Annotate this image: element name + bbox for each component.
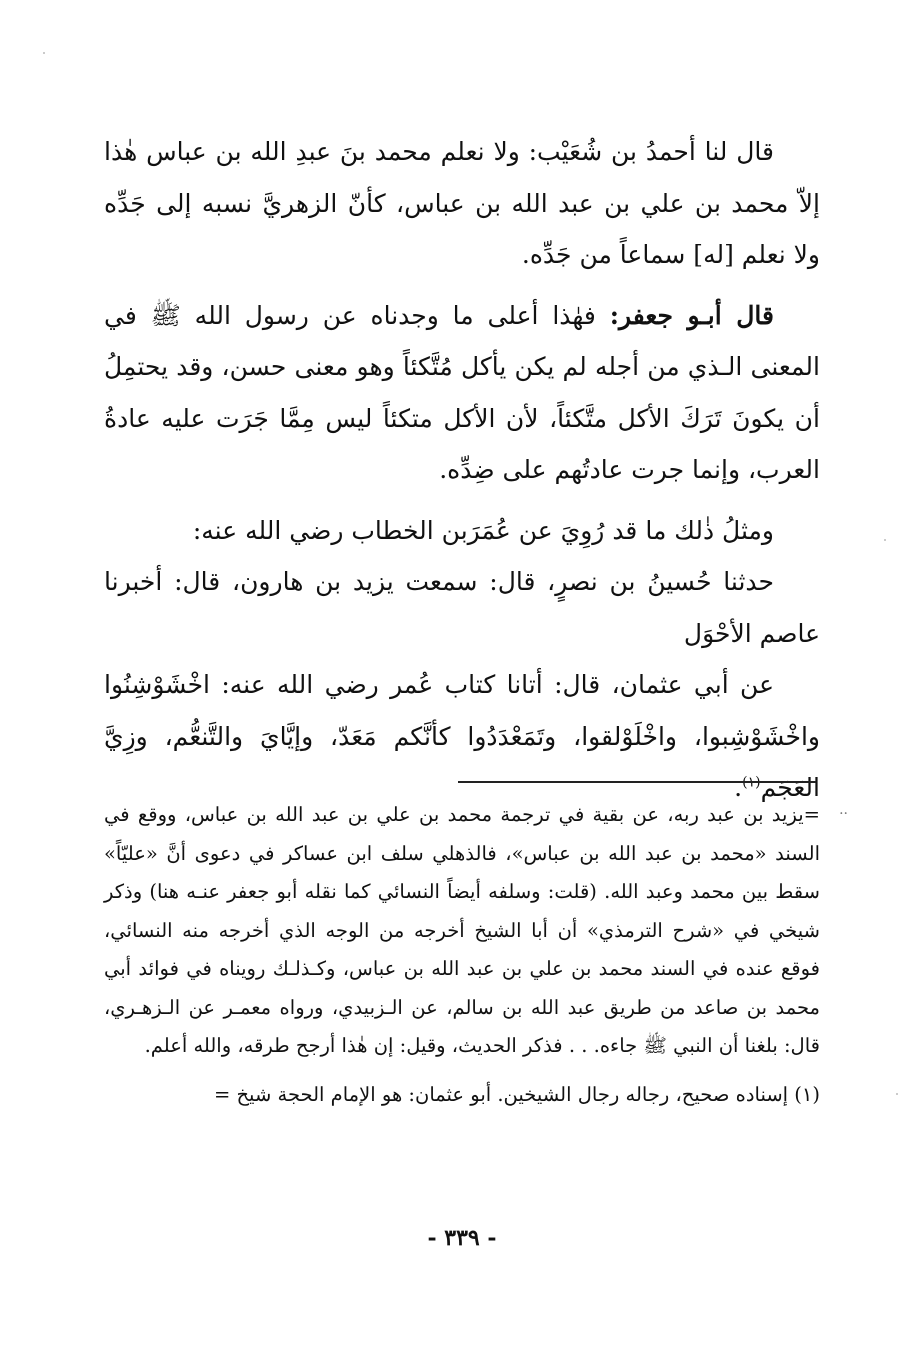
paragraph-5-end: . <box>734 773 743 802</box>
main-text <box>104 126 820 814</box>
footnote-1 <box>104 1076 820 1115</box>
footnote-continuation <box>104 796 820 1066</box>
page-number: - ٣٣٩ - <box>427 1225 497 1251</box>
footnote-continuation-text: يزيد بن عبد ربه، عن بقية في ترجمة محمد بن علي بن عبد الله بن عباس، ووقع في السند «محمد بن عبد الله بن عباس»، فالذهلي سلف ابن عساكر في دعوى أنَّ «عليّاً» سقط بين محمد وعبد الله. (قلت: وسلفه أيضاً النسائي كما نقله أبو جعفر عنـه هنا) وذكر شيخي في «شرح الترمذي» أن أبا الشيخ أخرجه من الوجه الذي أخرجه منه النسائي، فوقع عنده في السند محمد بن علي بن عبد الله بن عباس، وكـذلـك رويناه في فوائد أبي محمد بن صاعد من طريق عبد الله بن سالم، عن الـزبيدي، ورواه معمـر عن الـزهـري، قال: بلغنا أن النبي ﷺ جاءه. . . فذكر الحديث، وقيل: إن هٰذا أرجح طرقه، والله أعلم. <box>104 803 820 1057</box>
speaker-heading: قال أبـو جعفر: <box>609 300 774 330</box>
footnotes <box>104 796 820 1114</box>
footnote-1-number: (١) <box>794 1082 820 1106</box>
paragraph-2 <box>104 290 820 496</box>
paragraph-5-body: عن أبي عثمان، قال: أتانا كتاب عُمر رضي الله عنه: اخْشَوْشِنُوا واخْشَوْشِبوا، واخْلَوْلقوا، وتَمَعْدَدُوا كأنَّكم مَعَدّ، وإيَّايَ والتَّنعُّم، وزِيَّ العَجَم <box>104 670 820 802</box>
margin-mark: ·· <box>839 806 848 822</box>
paper-speck <box>896 1093 898 1095</box>
paper-speck <box>884 539 886 541</box>
continuation-marker: = <box>803 803 820 826</box>
footnote-separator <box>458 781 816 783</box>
paper-speck <box>43 52 45 54</box>
paragraph-5 <box>104 659 820 814</box>
paragraph-2-body: فهٰذا أعلى ما وجدناه عن رسول الله ﷺ في المعنى الـذي من أجله لم يكن يأكل مُتَّكئاً وهو معنى حسن، وقد يحتمِلُ أن يكونَ تَرَكَ الأكل متَّكئاً، لأن الأكل متكئاً ليس مِمَّا جَرَت عليه عادةُ العرب، وإنما جرت عادتُهم على ضِدِّه. <box>104 300 820 484</box>
footnote-1-text: إسناده صحيح، رجاله رجال الشيخين. أبو عثمان: هو الإمام الحجة شيخ = <box>213 1082 789 1106</box>
paragraph-3: ومثلُ ذٰلك ما قد رُوِيَ عن عُمَرَبن الخطاب رضي الله عنه: <box>192 515 774 545</box>
footnote-reference: (١) <box>742 774 761 791</box>
paragraph-4: حدثنا حُسينُ بن نصرٍ، قال: سمعت يزيد بن هارون، قال: أخبرنا عاصم الأحْوَل <box>104 567 820 648</box>
paragraph-1: قال لنا أحمدُ بن شُعَيْب: ولا نعلم محمد بنَ عبدِ الله بن عباس هٰذا إلاّ محمد بن علي بن عبد الله بن عباس، كأنّ الزهريَّ نسبه إلى جَدِّه ولا نعلم [له] سماعاً من جَدِّه. <box>104 137 820 269</box>
